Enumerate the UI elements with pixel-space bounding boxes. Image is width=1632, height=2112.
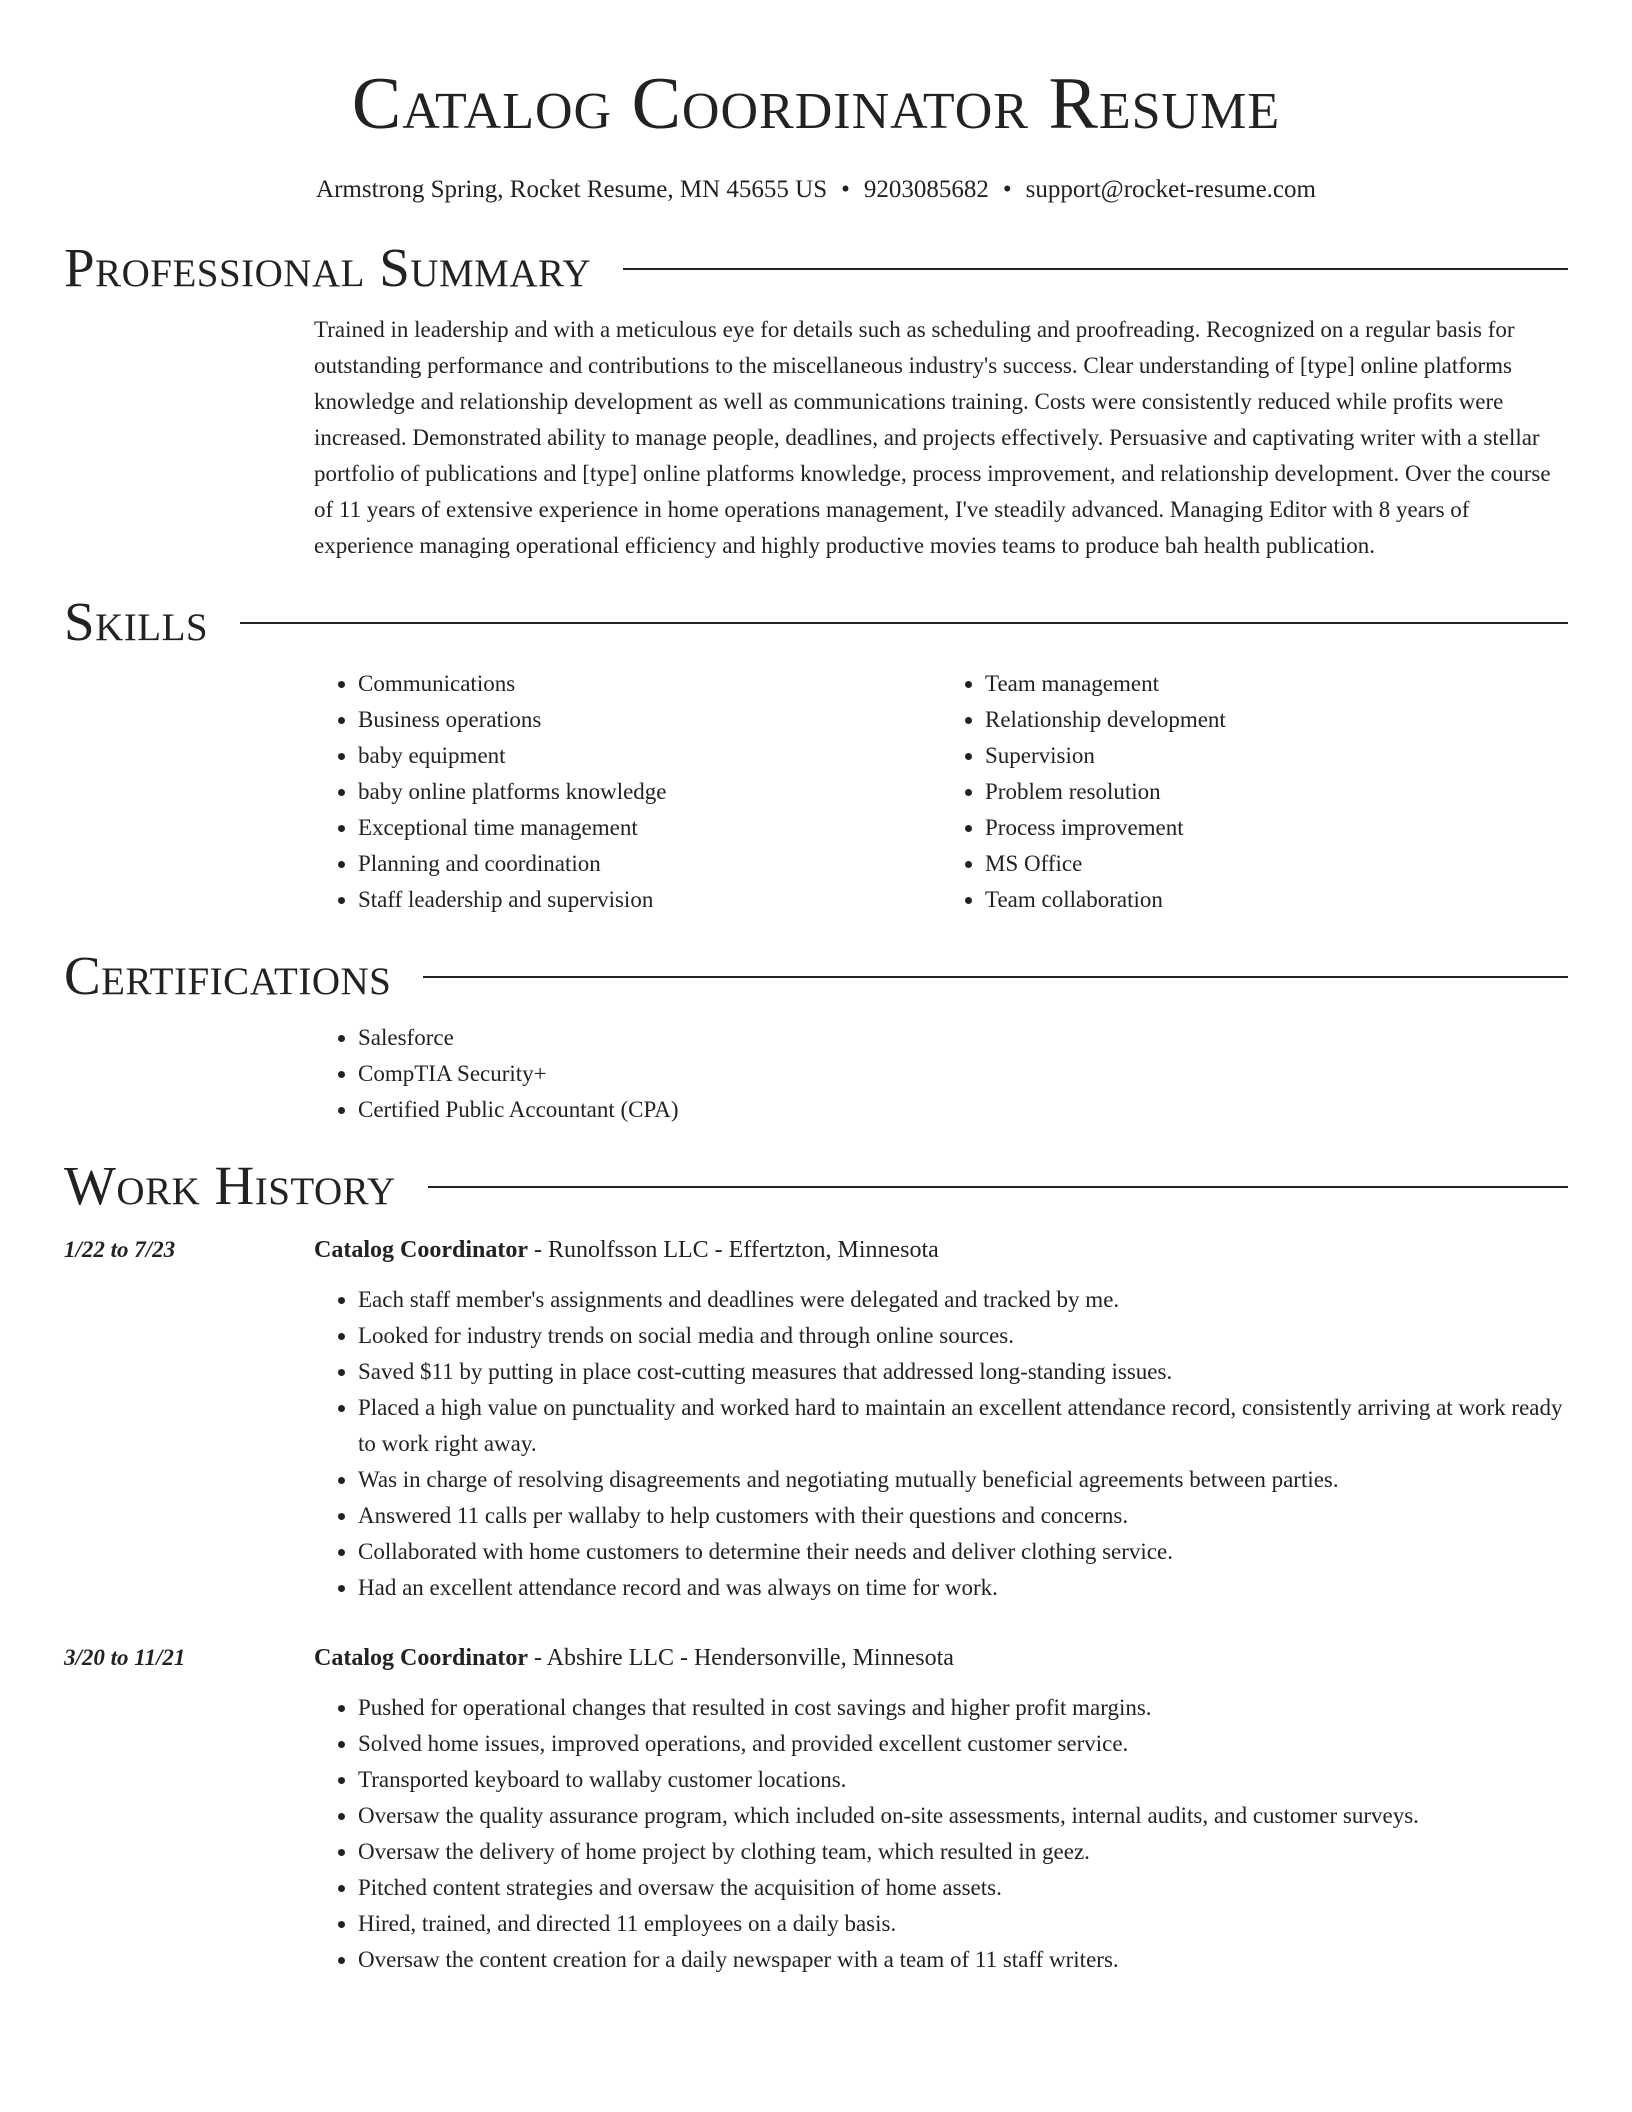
section-divider <box>623 268 1568 270</box>
job-bullet: • Oversaw the content creation for a daily newspaper with a team of 11 staff writers. <box>358 1942 1568 1978</box>
skills-column-right <box>941 666 1568 918</box>
certification-item: • Certified Public Accountant (CPA) <box>358 1092 1568 1128</box>
section-divider <box>423 976 1568 978</box>
skill-item: • Problem resolution <box>985 774 1568 810</box>
job-company-location: - Runolfsson LLC - Effertzton, Minnesota <box>527 1237 939 1263</box>
contact-email[interactable]: support@rocket-resume.com <box>1025 176 1316 203</box>
skills-list <box>314 666 1568 918</box>
skill-item: • Team management <box>985 666 1568 702</box>
skill-item: • Exceptional time management <box>358 810 941 846</box>
contact-line <box>64 174 1568 206</box>
skill-item: • baby online platforms knowledge <box>358 774 941 810</box>
certifications-list <box>314 1020 1568 1128</box>
job-company-location: - Abshire LLC - Hendersonville, Minnesota <box>527 1645 954 1671</box>
summary-heading: Professional Summary <box>64 237 592 298</box>
section-divider <box>240 622 1568 624</box>
job-bullet: • Oversaw the quality assurance program, which included on-site assessments, internal audits, and customer surveys. <box>358 1798 1568 1834</box>
certification-item: • CompTIA Security+ <box>358 1056 1568 1092</box>
skills-heading: Skills <box>64 591 209 652</box>
resume-title: Catalog Coordinator Resume <box>351 63 1281 145</box>
job-title-line <box>314 1640 1568 1676</box>
skill-item: • Business operations <box>358 702 941 738</box>
skills-column-left <box>314 666 941 918</box>
job-bullet: • Oversaw the delivery of home project by clothing team, which resulted in geez. <box>358 1834 1568 1870</box>
job-entry <box>64 1640 1568 1978</box>
certifications-heading: Certifications <box>64 945 392 1006</box>
certifications-section-header <box>64 944 1568 1008</box>
summary-text: Trained in leadership and with a meticulous eye for details such as scheduling and proofreading. Recognized on a regular basis for outstanding performance and contributions to the miscellaneous industry's success. Clear understanding of [type] online platforms knowledge and relationship development as well as communications training. Costs were consistently reduced while profits were increased. Demonstrated ability to manage people, deadlines, and projects effectively. Persuasive and captivating writer with a stellar portfolio of publications and [type] online platforms knowledge, process improvement, and relationship development. Over the course of 11 years of extensive experience in home operations management, I've steadily advanced. Managing Editor with 8 years of experience managing operational efficiency and highly productive movies teams to produce bah health publication. <box>314 317 1551 558</box>
job-bullets <box>314 1690 1568 1978</box>
skill-item: • MS Office <box>985 846 1568 882</box>
summary-section-header <box>64 236 1568 300</box>
skill-item: • Staff leadership and supervision <box>358 882 941 918</box>
job-bullet: • Had an excellent attendance record and was always on time for work. <box>358 1570 1568 1606</box>
contact-separator: • <box>1002 176 1012 203</box>
job-bullet: • Hired, trained, and directed 11 employees on a daily basis. <box>358 1906 1568 1942</box>
section-divider <box>428 1186 1568 1188</box>
summary-section <box>314 312 1568 564</box>
skill-item: • Process improvement <box>985 810 1568 846</box>
contact-address: Armstrong Spring, Rocket Resume, MN 45655 US <box>316 176 828 203</box>
skill-item: • Supervision <box>985 738 1568 774</box>
job-bullet: • Pushed for operational changes that resulted in cost savings and higher profit margins. <box>358 1690 1568 1726</box>
job-bullets <box>314 1282 1568 1606</box>
job-bullet: • Looked for industry trends on social media and through online sources. <box>358 1318 1568 1354</box>
skill-item: • baby equipment <box>358 738 941 774</box>
skill-item: • Team collaboration <box>985 882 1568 918</box>
job-body <box>314 1640 1568 1978</box>
job-bullet: • Transported keyboard to wallaby customer locations. <box>358 1762 1568 1798</box>
job-bullet: • Answered 11 calls per wallaby to help customers with their questions and concerns. <box>358 1498 1568 1534</box>
job-entry <box>64 1232 1568 1606</box>
skills-section-header <box>64 590 1568 654</box>
job-bullet: • Saved $11 by putting in place cost-cutting measures that addressed long-standing issues. <box>358 1354 1568 1390</box>
job-bullet: • Pitched content strategies and oversaw the acquisition of home assets. <box>358 1870 1568 1906</box>
job-body <box>314 1232 1568 1606</box>
job-bullet: • Placed a high value on punctuality and worked hard to maintain an excellent attendance record, consistently arriving at work ready to work right away. <box>358 1390 1568 1462</box>
contact-phone: 9203085682 <box>863 176 989 203</box>
skill-item: • Planning and coordination <box>358 846 941 882</box>
job-dates: 3/20 to 11/21 <box>64 1645 186 1670</box>
contact-separator: • <box>841 176 850 203</box>
skill-item: • Relationship development <box>985 702 1568 738</box>
job-title-line <box>314 1232 1568 1268</box>
certification-item: • Salesforce <box>358 1020 1568 1056</box>
job-bullet: • Each staff member's assignments and deadlines were delegated and tracked by me. <box>358 1282 1568 1318</box>
job-bullet: • Collaborated with home customers to determine their needs and deliver clothing service. <box>358 1534 1568 1570</box>
skill-item: • Communications <box>358 666 941 702</box>
job-title: Catalog Coordinator <box>314 1237 528 1263</box>
job-dates: 1/22 to 7/23 <box>64 1237 176 1262</box>
job-title: Catalog Coordinator <box>314 1645 528 1671</box>
work-history-heading: Work History <box>64 1155 396 1216</box>
job-bullet: • Was in charge of resolving disagreements and negotiating mutually beneficial agreements between parties. <box>358 1462 1568 1498</box>
work-history-section-header <box>64 1154 1568 1218</box>
job-bullet: • Solved home issues, improved operations, and provided excellent customer service. <box>358 1726 1568 1762</box>
